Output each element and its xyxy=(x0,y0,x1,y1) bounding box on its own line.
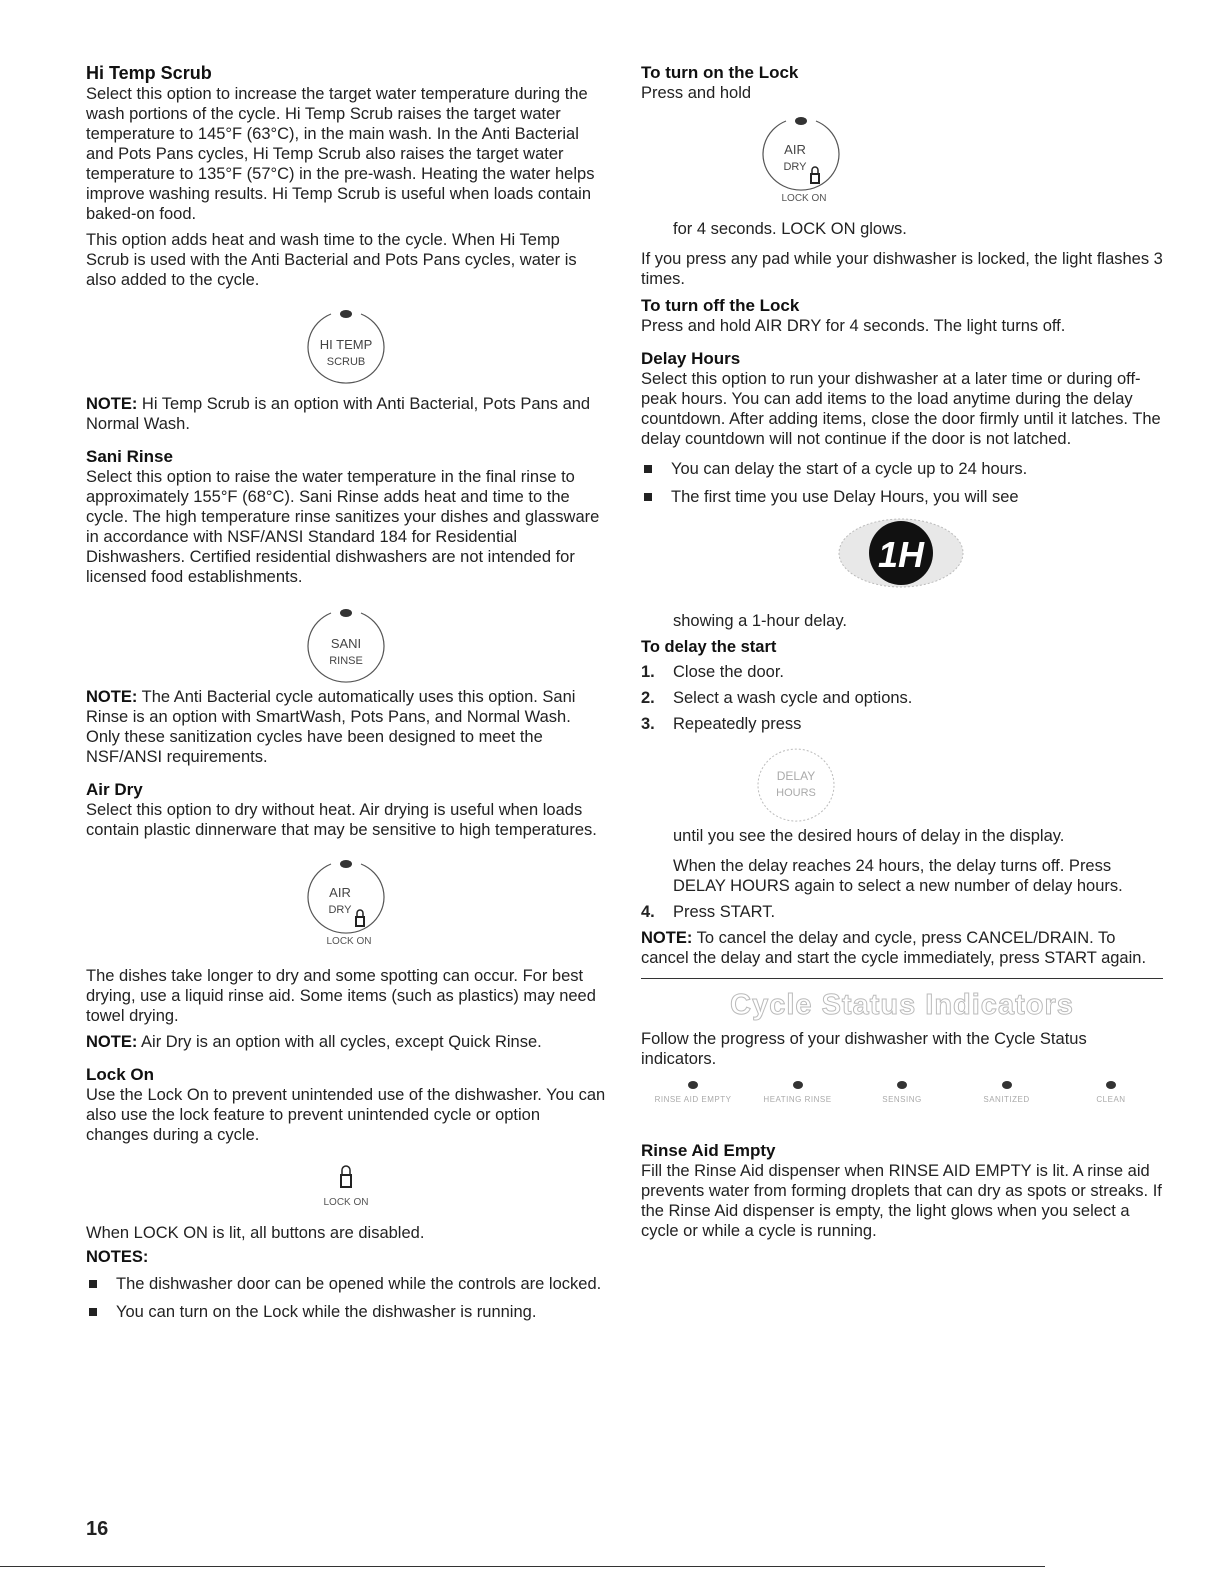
list-item: 1. Close the door. xyxy=(641,663,784,681)
list-item: You can delay the start of a cycle up to 24 hours. xyxy=(641,459,1163,479)
turn-on-lock-paragraph-3: If you press any pad while your dishwasher is locked, the light flashes 3 times. xyxy=(641,250,1163,288)
delay-hours-paragraph-1: Select this option to run your dishwasher at a later time or during off-peak hours. You can add items to the load anytime during the delay countdown. After adding items, close the door firmly until it latches. The delay countdown will not continue if the door is not latched. xyxy=(641,370,1161,448)
sani-rinse-paragraph: Select this option to raise the water temperature in the final rinse to approximately 155°F (68°C). Sani Rinse adds heat and time to the cycle. The high temperature rinse sanitizes your dishes and glassware in accordance with NSF/ANSI Standard 184 for Residential Dishwashers. Certified residential dishwashers are not intended for licensed food establishments. xyxy=(86,468,600,586)
heating-rinse-indicator: HEATING RINSE xyxy=(746,1081,850,1104)
lock-on-paragraph-1: Use the Lock On to prevent unintended use of the dishwasher. You can also use the lock feature to prevent unintended cycle or option changes during a cycle. xyxy=(86,1086,606,1144)
turn-on-lock-heading: To turn on the Lock xyxy=(641,63,799,82)
delay-hours-button-icon xyxy=(751,740,841,826)
cycle-status-paragraph: Follow the progress of your dishwasher with the Cycle Status indicators. xyxy=(641,1030,1087,1068)
list-item: The first time you use Delay Hours, you will see xyxy=(641,487,1163,507)
hi-temp-paragraph-1: Select this option to increase the target water temperature during the wash portions of the cycle. Hi Temp Scrub raises the target water temperature to 145°F (63°C), in the main wash. In the Anti Bacterial and Pots Pans cycles, Hi Temp Scrub also raises the target water temperature to 135°F (57°C) in the pre-wash. Heating the water helps improve washing results. Hi Temp Scrub is useful when loads contain baked-on food. xyxy=(86,85,595,223)
svg-text:LOCK ON: LOCK ON xyxy=(326,936,372,947)
lock-on-heading: Lock On xyxy=(86,1065,155,1084)
delay-steps-list xyxy=(641,662,1163,734)
rinse-aid-empty-indicator: RINSE AID EMPTY xyxy=(641,1081,745,1104)
svg-text:LOCK ON: LOCK ON xyxy=(781,193,827,204)
delay-hours-note: NOTE: To cancel the delay and cycle, press CANCEL/DRAIN. To cancel the delay and start the cycle immediately, press START again. xyxy=(641,929,1147,967)
lock-icon xyxy=(301,1161,391,1217)
list-item: 2. Select a wash cycle and options. xyxy=(641,689,913,707)
svg-text:SANI: SANI xyxy=(330,636,362,651)
air-dry-note: NOTE: Air Dry is an option with all cycles, except Quick Rinse. xyxy=(86,1033,542,1051)
svg-text:1H: 1H xyxy=(877,534,925,575)
svg-text:DRY: DRY xyxy=(328,904,352,916)
sanitized-indicator: SANITIZED xyxy=(955,1081,1059,1104)
air-dry-heading: Air Dry xyxy=(86,780,143,799)
indicator-light-icon xyxy=(793,1081,803,1089)
indicator-light-icon xyxy=(688,1081,698,1089)
clean-indicator: CLEAN xyxy=(1059,1081,1163,1104)
air-dry-paragraph-1: Select this option to dry without heat. Air drying is useful when loads contain plastic dinnerware that may be sensitive to high temperatures. xyxy=(86,801,597,839)
svg-text:DRY: DRY xyxy=(783,161,807,173)
indicator-light-icon xyxy=(1002,1081,1012,1089)
svg-text:SCRUB: SCRUB xyxy=(326,356,366,368)
turn-on-lock-paragraph-1: Press and hold xyxy=(641,84,752,102)
notes-heading: NOTES: xyxy=(86,1248,149,1266)
indicator-light-icon xyxy=(897,1081,907,1089)
svg-text:AIR: AIR xyxy=(329,885,351,900)
air-dry-lock-button-icon xyxy=(751,109,851,219)
rinse-aid-empty-paragraph: Fill the Rinse Aid dispenser when RINSE AID EMPTY is lit. A rinse aid prevents water from forming droplets that can dry as spots or streaks. If the Rinse Aid dispenser is empty, the light glows when you select a cycle or while a cycle is running. xyxy=(641,1162,1162,1240)
svg-text:RINSE: RINSE xyxy=(329,655,363,667)
list-item: 4. Press START. xyxy=(641,903,776,921)
svg-text:DELAY: DELAY xyxy=(776,769,816,783)
rinse-aid-empty-heading: Rinse Aid Empty xyxy=(641,1141,776,1160)
section-divider xyxy=(641,978,1163,979)
turn-on-lock-paragraph-2: for 4 seconds. LOCK ON glows. xyxy=(673,220,907,238)
cycle-status-heading: Cycle Status Indicators xyxy=(730,989,1074,1021)
delay-hours-list xyxy=(641,459,1163,507)
list-item: The dishwasher door can be opened while the controls are locked. xyxy=(86,1274,606,1294)
hi-temp-paragraph-2: This option adds heat and wash time to the cycle. When Hi Temp Scrub is used with the Anti Bacterial and Pots Pans cycles, water is also added to the cycle. xyxy=(86,231,577,289)
lock-on-paragraph-2: When LOCK ON is lit, all buttons are disabled. xyxy=(86,1224,425,1242)
delay-hours-paragraph-4: When the delay reaches 24 hours, the delay turns off. Press DELAY HOURS again to select a new number of delay hours. xyxy=(673,857,1123,895)
delay-step-4 xyxy=(641,902,1163,922)
sani-rinse-heading: Sani Rinse xyxy=(86,447,173,466)
cycle-status-indicator-row xyxy=(641,1081,1163,1104)
air-dry-button-icon xyxy=(296,852,396,960)
delay-display-icon xyxy=(826,515,976,611)
hi-temp-note: NOTE: Hi Temp Scrub is an option with Anti Bacterial, Pots Pans and Normal Wash. xyxy=(86,395,591,433)
sensing-indicator: SENSING xyxy=(850,1081,954,1104)
delay-start-heading: To delay the start xyxy=(641,638,777,656)
right-column xyxy=(641,62,1163,1241)
sani-rinse-button-icon xyxy=(301,601,391,687)
footer-rule xyxy=(0,1566,1045,1567)
delay-hours-heading: Delay Hours xyxy=(641,349,741,368)
svg-text:HOURS: HOURS xyxy=(776,787,816,799)
delay-hours-paragraph-3: until you see the desired hours of delay in the display. xyxy=(673,827,1065,845)
svg-text:HI TEMP: HI TEMP xyxy=(319,337,373,352)
svg-text:AIR: AIR xyxy=(784,142,806,157)
hi-temp-scrub-heading: Hi Temp Scrub xyxy=(86,63,212,83)
lock-notes-list xyxy=(86,1274,606,1322)
turn-off-lock-heading: To turn off the Lock xyxy=(641,296,800,315)
hi-temp-scrub-button-icon xyxy=(301,302,391,388)
list-item: 3. Repeatedly press xyxy=(641,715,802,733)
turn-off-lock-paragraph: Press and hold AIR DRY for 4 seconds. The light turns off. xyxy=(641,317,1066,335)
page-number: 16 xyxy=(86,1518,109,1540)
sani-rinse-note: NOTE: The Anti Bacterial cycle automatically uses this option. Sani Rinse is an option with SmartWash, Pots Pans, and Normal Wash. Only these sanitization cycles have been designed to meet the NSF/ANSI requirements. xyxy=(86,688,576,766)
indicator-light-icon xyxy=(1106,1081,1116,1089)
svg-text:LOCK ON: LOCK ON xyxy=(323,1197,369,1208)
left-column xyxy=(86,62,606,1330)
list-item: You can turn on the Lock while the dishwasher is running. xyxy=(86,1302,606,1322)
air-dry-paragraph-2: The dishes take longer to dry and some spotting can occur. For best drying, use a liquid rinse aid. Some items (such as plastics) may need towel drying. xyxy=(86,967,596,1025)
delay-hours-paragraph-2: showing a 1-hour delay. xyxy=(673,612,847,630)
